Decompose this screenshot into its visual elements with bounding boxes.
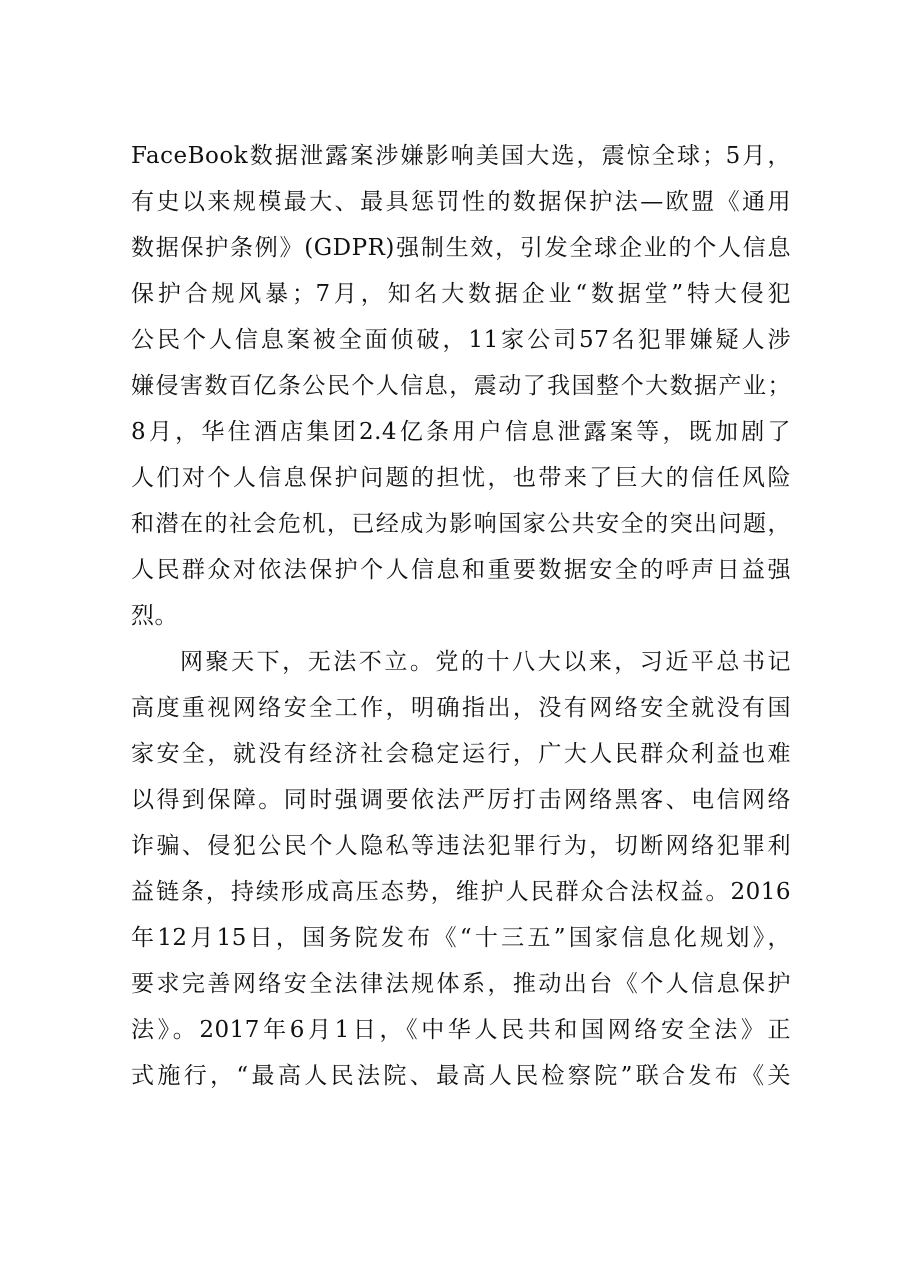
text-line: 烈。 bbox=[131, 603, 178, 629]
text-line: 8月，华住酒店集团2.4亿条用户信息泄露案等，既加剧了 bbox=[131, 419, 791, 445]
text-line: 以得到保障。同时强调要依法严厉打击网络黑客、电信网络 bbox=[131, 787, 791, 813]
text-line: 要求完善网络安全法律法规体系，推动出台《个人信息保护 bbox=[131, 971, 791, 997]
text-line: 高度重视网络安全工作，明确指出，没有网络安全就没有国 bbox=[131, 695, 791, 721]
text-line: 诈骗、侵犯公民个人隐私等违法犯罪行为，切断网络犯罪利 bbox=[131, 833, 791, 859]
text-line: 人们对个人信息保护问题的担忧，也带来了巨大的信任风险 bbox=[131, 465, 791, 491]
text-line: 和潜在的社会危机，已经成为影响国家公共安全的突出问题， bbox=[131, 511, 791, 537]
text-line: 有史以来规模最大、最具惩罚性的数据保护法—欧盟《通用 bbox=[131, 189, 791, 215]
text-line: 公民个人信息案被全面侦破，11家公司57名犯罪嫌疑人涉 bbox=[131, 327, 791, 353]
text-line: 家安全，就没有经济社会稳定运行，广大人民群众利益也难 bbox=[131, 741, 791, 767]
text-line: 益链条，持续形成高压态势，维护人民群众合法权益。2016 bbox=[131, 879, 791, 905]
text-line: 数据保护条例》(GDPR)强制生效，引发全球企业的个人信息 bbox=[131, 235, 791, 261]
text-line: 式施行，“最高人民法院、最高人民检察院”联合发布《关 bbox=[131, 1063, 791, 1089]
text-line: 人民群众对依法保护个人信息和重要数据安全的呼声日益强 bbox=[131, 557, 791, 583]
text-line: 嫌侵害数百亿条公民个人信息，震动了我国整个大数据产业； bbox=[131, 373, 791, 399]
text-line: 保护合规风暴；7月，知名大数据企业“数据堂”特大侵犯 bbox=[131, 281, 791, 307]
text-line: 年12月15日，国务院发布《“十三五”国家信息化规划》， bbox=[131, 925, 791, 951]
text-line: 法》。2017年6月1日，《中华人民共和国网络安全法》正 bbox=[131, 1017, 791, 1043]
text-line: FaceBook数据泄露案涉嫌影响美国大选，震惊全球；5月， bbox=[131, 143, 791, 169]
paragraph-first-line: 网聚天下，无法不立。党的十八大以来，习近平总书记 bbox=[180, 649, 791, 675]
